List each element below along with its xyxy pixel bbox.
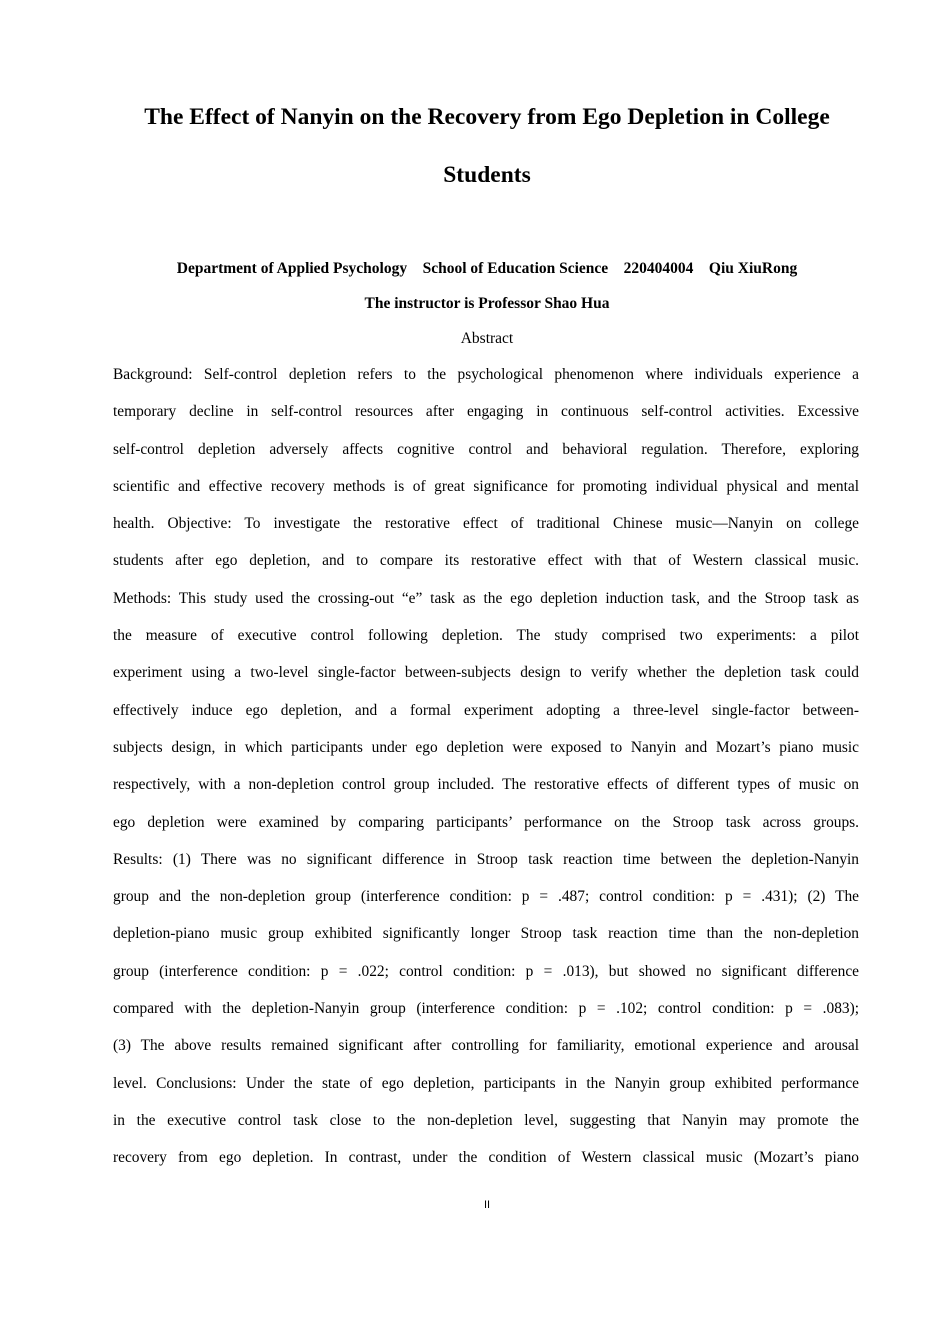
abstract-line: Results: (1) There was no significant difference in Stroop task reaction time between the depletion-Nanyin xyxy=(113,850,859,868)
abstract-line: scientific and effective recovery methods is of great significance for promoting individual physical and mental xyxy=(113,477,859,495)
abstract-line: (3) The above results remained significant after controlling for familiarity, emotional experience and arousal xyxy=(113,1037,859,1055)
abstract-body xyxy=(113,356,859,1177)
abstract-line: Background: Self-control depletion refers to the psychological phenomenon where individuals experience a xyxy=(113,366,859,383)
abstract-line: health. Objective: To investigate the restorative effect of traditional Chinese music—Nanyin on college xyxy=(113,515,859,533)
instructor-line: The instructor is Professor Shao Hua xyxy=(364,295,610,312)
abstract-line: recovery from ego depletion. In contrast, under the condition of Western classical music (Mozart’s piano xyxy=(113,1149,859,1167)
abstract-line: subjects design, in which participants under ego depletion were exposed to Nanyin and Mozart’s piano music xyxy=(113,738,859,756)
abstract-heading: Abstract xyxy=(460,330,514,347)
abstract-line: the measure of executive control following depletion. The study comprised two experiments: a pilot xyxy=(113,627,859,645)
abstract-line: group and the non-depletion group (interference condition: p = .487; control condition: p = .431); (2) The xyxy=(113,888,859,906)
abstract-line: ego depletion were examined by comparing participants’ performance on the Stroop task across groups. xyxy=(113,813,859,831)
abstract-line: students after ego depletion, and to compare its restorative effect with that of Western classical music. xyxy=(113,552,859,570)
paper-title-line-1: The Effect of Nanyin on the Recovery from Ego Depletion in College xyxy=(144,104,830,130)
page-number: II xyxy=(483,1199,491,1211)
abstract-line: group (interference condition: p = .022; control condition: p = .013), but showed no significant difference xyxy=(113,962,859,980)
paper-title xyxy=(100,88,874,204)
abstract-line: temporary decline in self-control resources after engaging in continuous self-control activities. Excessive xyxy=(113,403,859,421)
abstract-line: self-control depletion adversely affects cognitive control and behavioral regulation. Therefore, exploring xyxy=(113,440,859,458)
abstract-line: level. Conclusions: Under the state of ego depletion, participants in the Nanyin group exhibited performance xyxy=(113,1074,859,1092)
abstract-line: experiment using a two-level single-factor between-subjects design to verify whether the depletion task could xyxy=(113,664,859,682)
abstract-line: depletion-piano music group exhibited significantly longer Stroop task reaction time than the non-depletion xyxy=(113,925,859,943)
paper-title-line-2: Students xyxy=(443,162,531,188)
abstract-line: in the executive control task close to the non-depletion level, suggesting that Nanyin may promote the xyxy=(113,1111,859,1129)
abstract-line: compared with the depletion-Nanyin group (interference condition: p = .102; control condition: p = .083); xyxy=(113,1000,859,1018)
author-affiliation-line: Department of Applied Psychology School of Education Science 220404004 Qiu XiuRong xyxy=(176,260,798,277)
abstract-line: Methods: This study used the crossing-out “e” task as the ego depletion induction task, and the Stroop task as xyxy=(113,589,859,607)
abstract-line: effectively induce ego depletion, and a formal experiment adopting a three-level single-factor between- xyxy=(113,701,859,719)
abstract-line: respectively, with a non-depletion control group included. The restorative effects of different types of music on xyxy=(113,776,859,794)
